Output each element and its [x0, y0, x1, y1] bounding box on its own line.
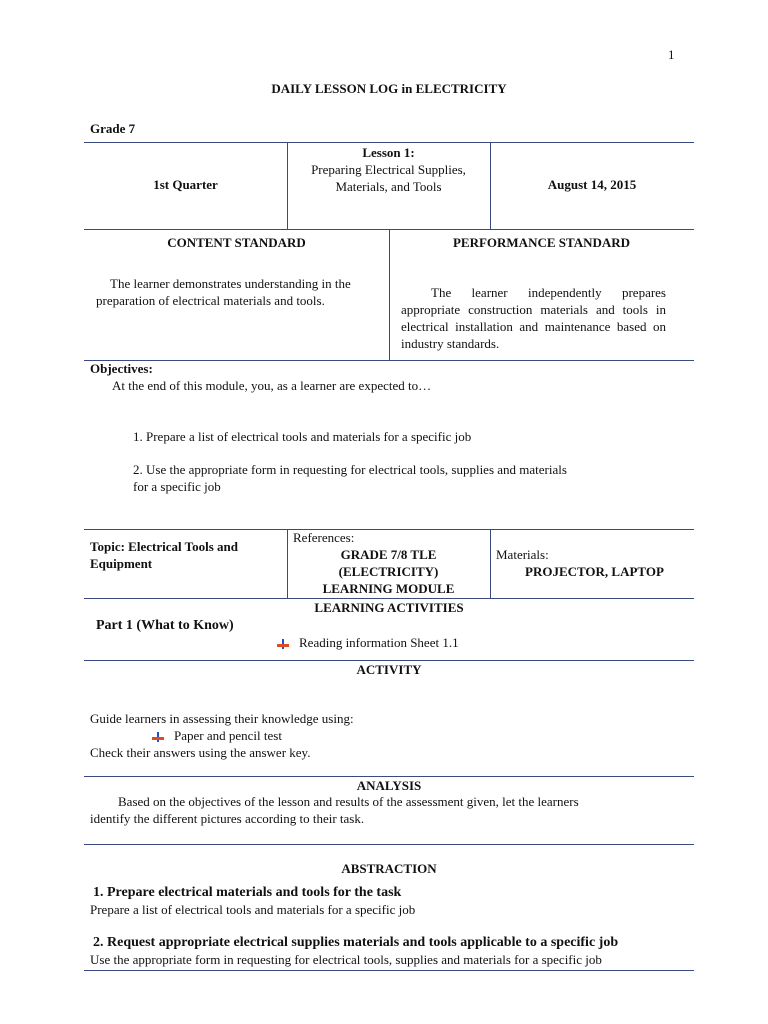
page-number: 1 — [668, 47, 675, 62]
part1-heading: Part 1 (What to Know) — [96, 618, 234, 633]
learning-bullet-item — [277, 635, 459, 651]
activity-bullet-text: Paper and pencil test — [174, 728, 282, 743]
abstraction-heading: ABSTRACTION — [341, 861, 437, 876]
learning-activities-heading: LEARNING ACTIVITIES — [314, 600, 464, 615]
abstraction-item1-text: Prepare a list of electrical tools and materials for a specific job — [90, 902, 416, 917]
lesson-title-line2: Materials, and Tools — [335, 179, 442, 194]
materials-value: PROJECTOR, LAPTOP — [525, 564, 664, 579]
content-standard-heading: CONTENT STANDARD — [167, 235, 306, 250]
activity-bullet-item — [152, 728, 282, 744]
table-border — [84, 142, 694, 143]
objective-item-1: 1. Prepare a list of electrical tools and materials for a specific job — [133, 429, 472, 444]
date-cell: August 14, 2015 — [547, 177, 637, 192]
references-value — [287, 546, 490, 597]
objectives-intro: At the end of this module, you, as a learner are expected to… — [112, 378, 432, 393]
references-line2: (ELECTRICITY) — [338, 564, 439, 579]
references-line3: LEARNING MODULE — [322, 581, 455, 596]
section-divider — [84, 598, 694, 599]
grade-label: Grade 7 — [90, 121, 136, 136]
activity-line2: Check their answers using the answer key. — [90, 745, 311, 760]
references-label: References: — [293, 530, 355, 545]
performance-standard-text: The learner independently prepares appropriate construction materials and tools in electrical installation and maintenance based on industry standards. — [401, 285, 666, 351]
bullet-icon — [277, 639, 289, 649]
page-title: DAILY LESSON LOG in ELECTRICITY — [271, 81, 507, 96]
lesson-cell — [287, 144, 490, 195]
objective-item-2-line1: 2. Use the appropriate form in requesting for electrical tools, supplies and materials — [133, 462, 567, 477]
abstraction-item1-heading: 1. Prepare electrical materials and tools for the task — [93, 885, 402, 900]
section-divider — [84, 844, 694, 845]
performance-standard-heading: PERFORMANCE STANDARD — [452, 235, 631, 250]
topic-cell: Topic: Electrical Tools and Equipment — [90, 539, 238, 571]
bullet-icon — [152, 732, 164, 742]
quarter-cell: 1st Quarter — [153, 177, 218, 192]
section-divider — [84, 360, 694, 361]
objectives-heading: Objectives: — [90, 361, 153, 376]
table-divider — [490, 529, 491, 598]
abstraction-item2-heading: 2. Request appropriate electrical supplies materials and tools applicable to a specific job — [93, 935, 619, 950]
analysis-heading: ANALYSIS — [356, 778, 422, 793]
activity-line1: Guide learners in assessing their knowledge using: — [90, 711, 354, 726]
lesson-label: Lesson 1: — [362, 145, 415, 160]
section-divider — [84, 970, 694, 971]
section-divider — [84, 776, 694, 777]
materials-label: Materials: — [496, 547, 549, 562]
analysis-line1: Based on the objectives of the lesson and results of the assessment given, let the learners — [118, 794, 579, 809]
abstraction-item2-text: Use the appropriate form in requesting for electrical tools, supplies and materials for a specific job — [90, 952, 602, 967]
section-divider — [84, 660, 694, 661]
analysis-line2: identify the different pictures according to their task. — [90, 811, 365, 826]
references-line1: GRADE 7/8 TLE — [340, 547, 437, 562]
table-border — [84, 529, 694, 530]
content-standard-text: The learner demonstrates understanding in the preparation of electrical materials and tools. — [96, 276, 351, 308]
learning-bullet-text: Reading information Sheet 1.1 — [299, 635, 459, 650]
objective-item-2-line2: for a specific job — [133, 479, 221, 494]
lesson-title-line1: Preparing Electrical Supplies, — [311, 162, 466, 177]
activity-heading: ACTIVITY — [356, 662, 422, 677]
